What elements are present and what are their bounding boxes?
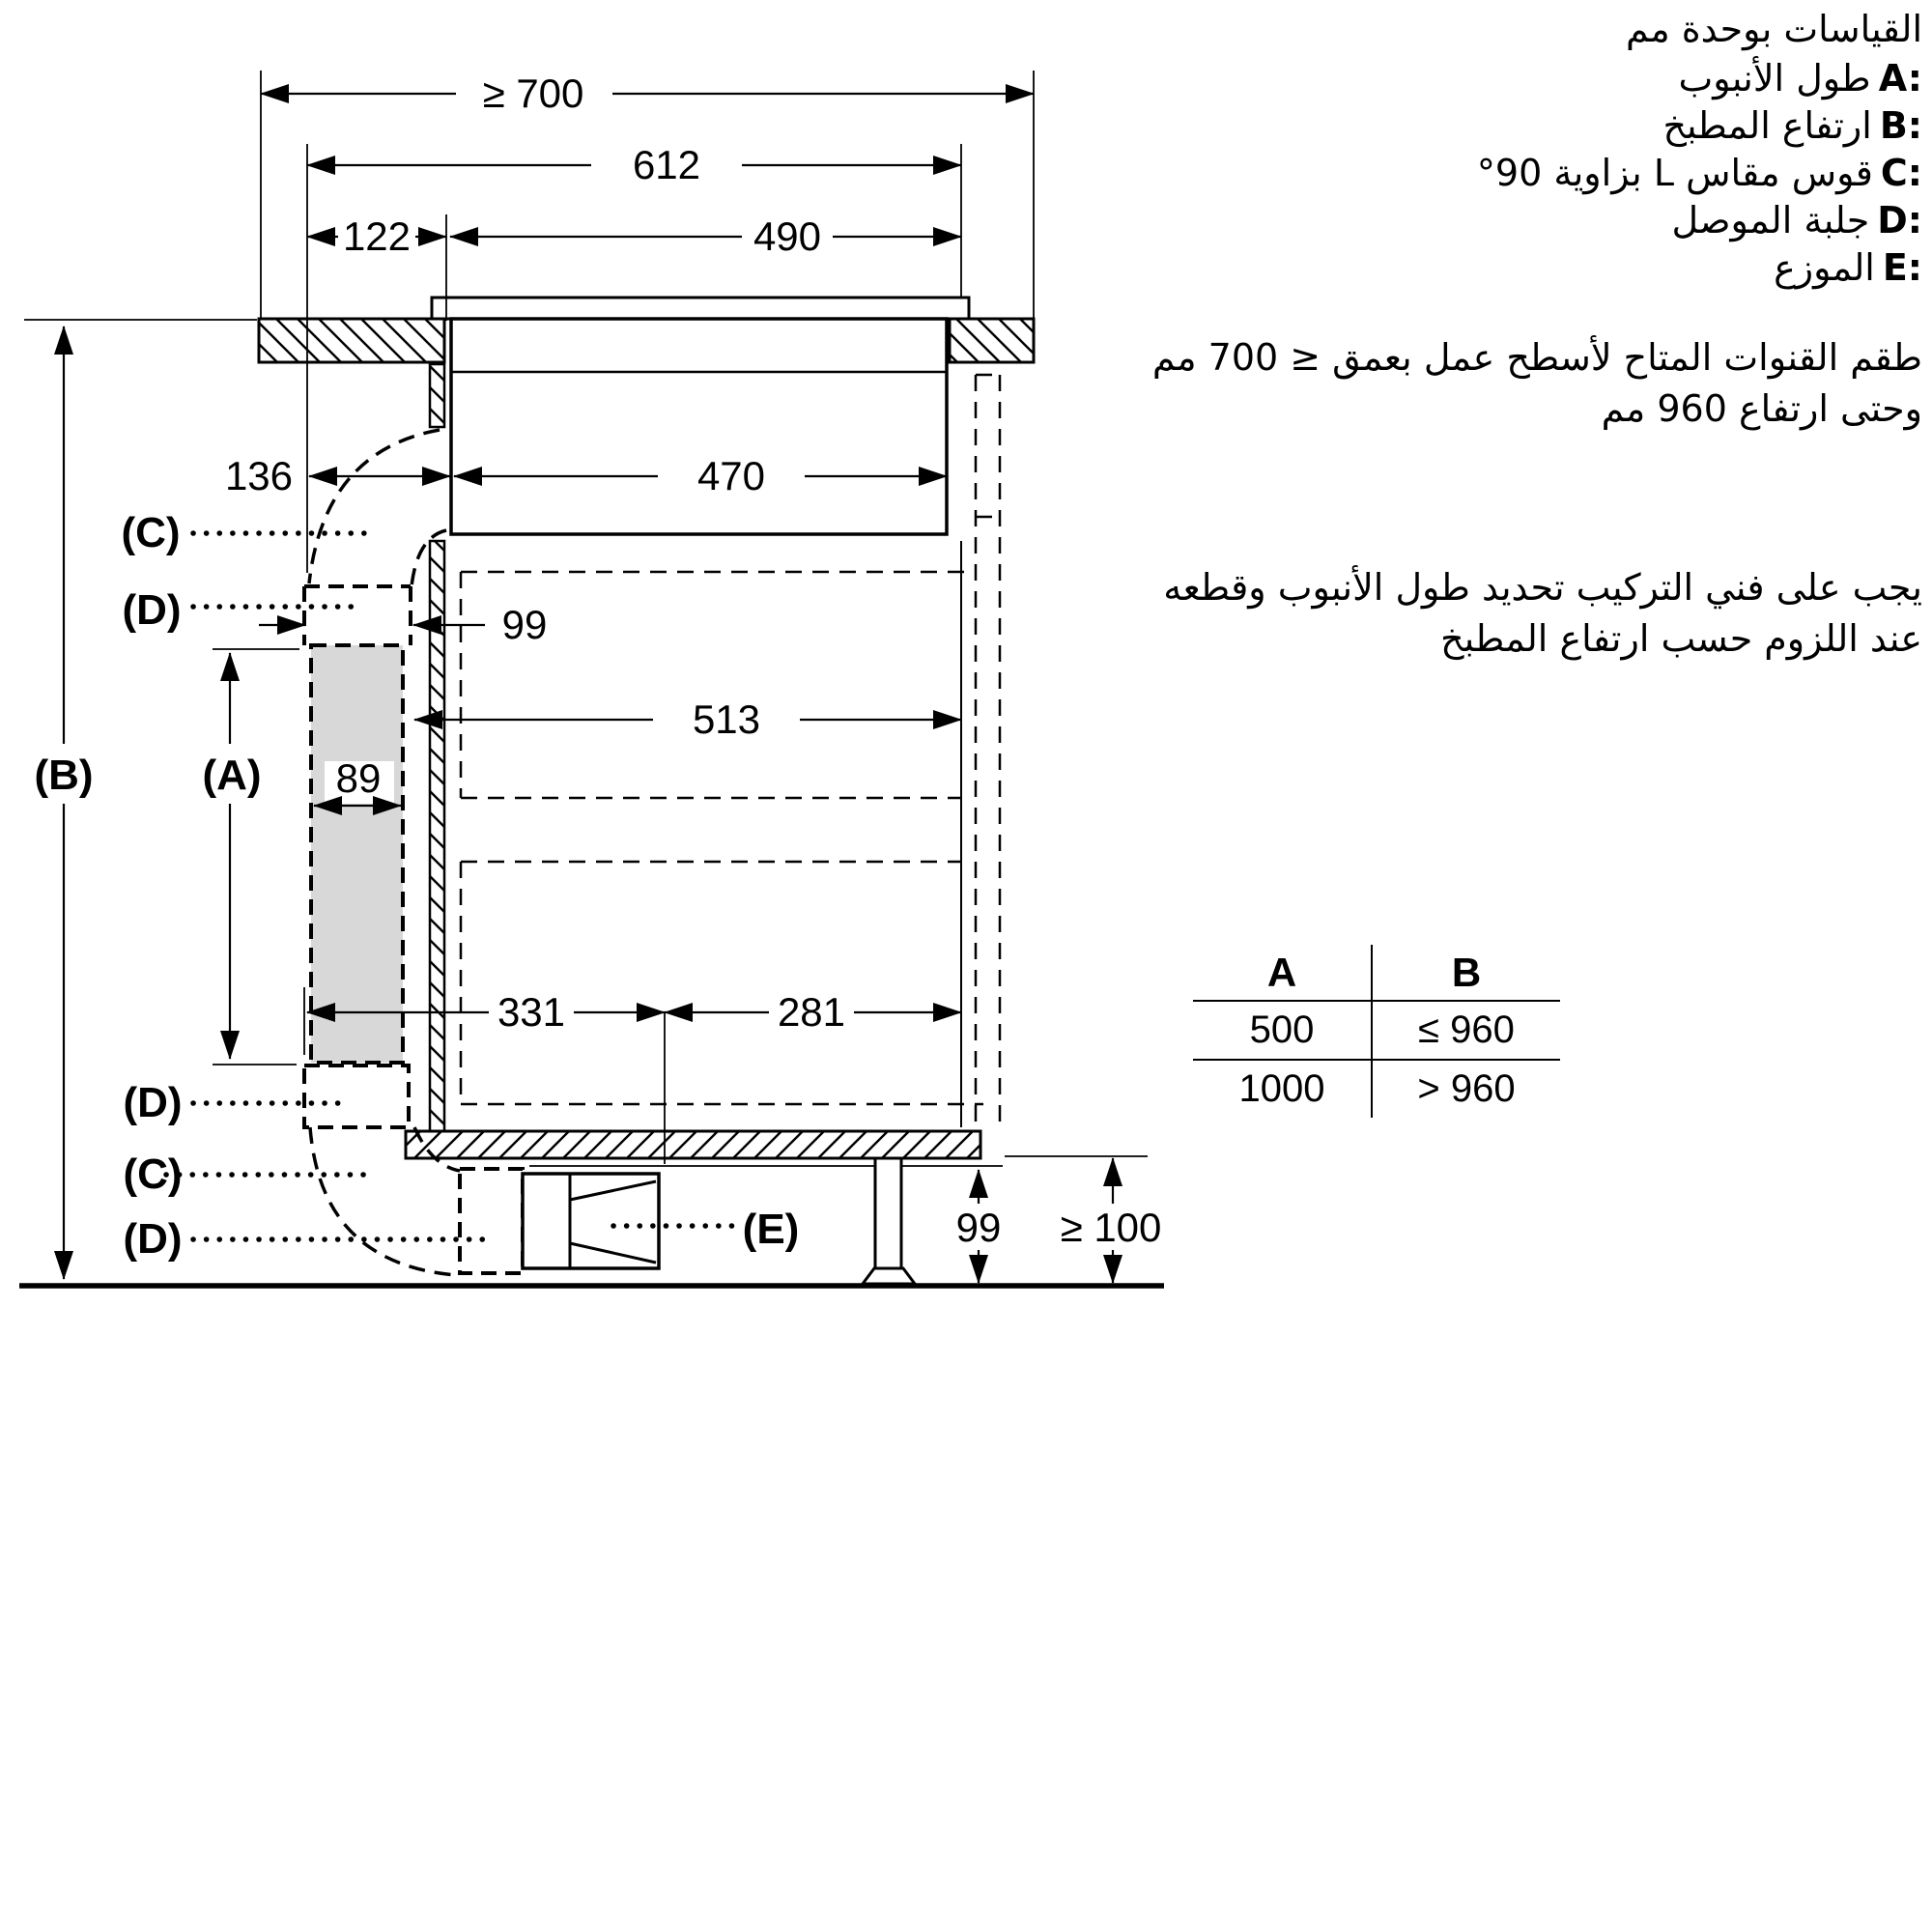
label-bend-c2: (C)	[123, 1151, 183, 1198]
duct-connector-mid	[304, 1065, 409, 1127]
table-header-row	[1193, 945, 1560, 1002]
cabinet-leg	[863, 1158, 915, 1284]
label-kitchen-height-b: (B)	[34, 752, 94, 799]
dim-left-offset: 122	[342, 213, 412, 259]
measurement-notes	[1477, 6, 1922, 292]
table-cell-b: ≤ 960	[1371, 1002, 1560, 1059]
air-distributor	[523, 1174, 659, 1268]
label-bend-c1: (C)	[121, 509, 181, 556]
legend-item-b: B:ارتفاع المطبخ	[1662, 104, 1922, 147]
dim-bottom-right: 281	[777, 989, 846, 1035]
label-pipe-length-a: (A)	[202, 752, 262, 799]
pipe-length-table	[1193, 945, 1560, 1118]
duct-connector-top	[304, 586, 411, 645]
legend-item-c: C:قوس مقاس L بزاوية 90°	[1476, 152, 1922, 194]
table-header-b: B	[1371, 945, 1560, 1000]
flat-duct-pipe	[311, 645, 403, 1063]
dim-hob-inner-width: 470	[696, 453, 766, 498]
note-installer: يجب على فني التركيب تحديد طول الأنبوب وقطعه عند اللزوم حسب ارتفاع المطبخ	[1163, 566, 1922, 660]
dim-bottom-left: 331	[497, 989, 566, 1035]
table-row	[1193, 1002, 1560, 1061]
legend-item-a: A:طول الأنبوب	[1678, 57, 1922, 99]
dim-clearance: ≥ 100	[1060, 1205, 1162, 1250]
dim-leg-height: 99	[955, 1205, 1002, 1250]
notes-title: القياسات بوحدة مم	[1626, 8, 1922, 50]
table-cell-a: 1000	[1238, 1067, 1325, 1110]
legend-item-e: E:الموزع	[1774, 246, 1922, 289]
dim-pipe-width: 89	[335, 755, 382, 801]
table-cell-b: > 960	[1371, 1061, 1560, 1118]
dim-overall-width: 612	[632, 142, 701, 187]
label-sleeve-d3: (D)	[123, 1215, 183, 1263]
cabinet-bottom-panel	[406, 1131, 1148, 1166]
cabinet-side-panel-dashed	[976, 375, 1000, 1125]
dim-duct-offset: 136	[224, 453, 294, 498]
label-sleeve-d1: (D)	[122, 586, 182, 634]
cutout-edges	[430, 364, 444, 1131]
duct-connector-bottom	[460, 1169, 523, 1273]
legend-item-d: D:جلبة الموصل	[1671, 199, 1922, 242]
duct-elbow-top	[309, 430, 446, 586]
dim-duct-top-width: 99	[501, 602, 548, 647]
dim-cutout-width: 490	[753, 213, 822, 259]
dim-top-width: ≥ 700	[482, 71, 584, 116]
label-sleeve-d2: (D)	[123, 1079, 183, 1126]
note-duct-kit: طقم القنوات المتاح لأسطح عمل بعمق ≤ 700 مم وحتى ارتفاع 960 مم	[1151, 336, 1922, 430]
table-cell-a: 500	[1249, 1009, 1315, 1051]
table-row	[1193, 1061, 1560, 1118]
hob-body	[432, 298, 969, 534]
table-header-a: A	[1266, 949, 1297, 995]
dim-cabinet-inner-width: 513	[692, 696, 761, 742]
label-distributor-e: (E)	[742, 1206, 800, 1253]
